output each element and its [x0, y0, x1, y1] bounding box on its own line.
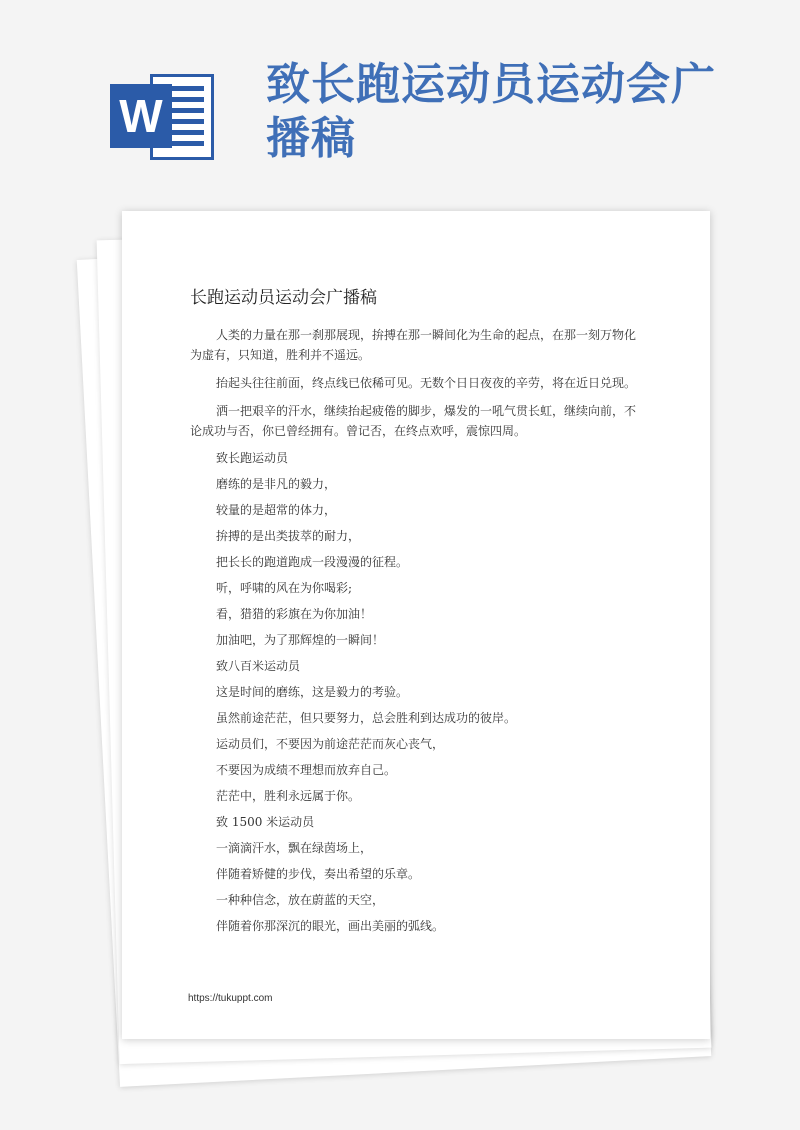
source-url: https://tukuppt.com [188, 993, 273, 1004]
poem-line: 一种种信念，放在蔚蓝的天空， [216, 893, 385, 907]
word-icon-letter: W [110, 84, 172, 148]
poem-line: 致 1500 米运动员 [216, 815, 315, 829]
poem-line: 拚搏的是出类拔萃的耐力， [216, 529, 361, 543]
word-document-icon [110, 74, 214, 160]
poem-line: 较量的是超常的体力， [216, 503, 337, 517]
poem-line: 加油吧，为了那辉煌的一瞬间！ [216, 633, 385, 647]
poem-line: 这是时间的磨练，这是毅力的考验。 [216, 685, 409, 699]
document-body [190, 325, 640, 943]
paragraph: 抬起头往往前面，终点线已依稀可见。无数个日日夜夜的辛劳，将在近日兑现。 [216, 376, 637, 390]
document-page [122, 211, 710, 1039]
poem-line: 不要因为成绩不理想而放弃自己。 [216, 763, 397, 777]
paragraph: 洒一把艰辛的汗水，继续抬起疲倦的脚步，爆发的一吼气贯长虹，继续向前，不论成功与否，你已曾经拥有。曾记否，在终点欢呼，震惊四周。 [190, 404, 637, 438]
poem-line: 一滴滴汗水，飘在绿茵场上， [216, 841, 373, 855]
poem-line: 运动员们，不要因为前途茫茫而灰心丧气， [216, 737, 445, 751]
poem-line: 伴随着矫健的步伐，奏出希望的乐章。 [216, 867, 421, 881]
poem-line: 伴随着你那深沉的眼光，画出美丽的弧线。 [216, 919, 445, 933]
poem-line: 致八百米运动员 [216, 659, 301, 673]
poem-line: 磨练的是非凡的毅力， [216, 477, 337, 491]
paragraph: 人类的力量在那一刹那展现，拚搏在那一瞬间化为生命的起点，在那一刻万物化为虚有，只知道，胜利并不遥远。 [190, 328, 637, 362]
page-heading: 长跑运动员运动会广播稿 [190, 288, 377, 308]
poem-line: 茫茫中，胜利永远属于你。 [216, 789, 361, 803]
poem-line: 看，猎猎的彩旗在为你加油！ [216, 607, 373, 621]
poem-line: 听，呼啸的风在为你喝彩; [216, 581, 353, 595]
poem-line: 致长跑运动员 [216, 451, 289, 465]
poem-line: 把长长的跑道跑成一段漫漫的征程。 [216, 555, 409, 569]
poem-line: 虽然前途茫茫，但只要努力，总会胜利到达成功的彼岸。 [216, 711, 517, 725]
document-title: 致长跑运动员运动会广播稿 [266, 59, 716, 164]
